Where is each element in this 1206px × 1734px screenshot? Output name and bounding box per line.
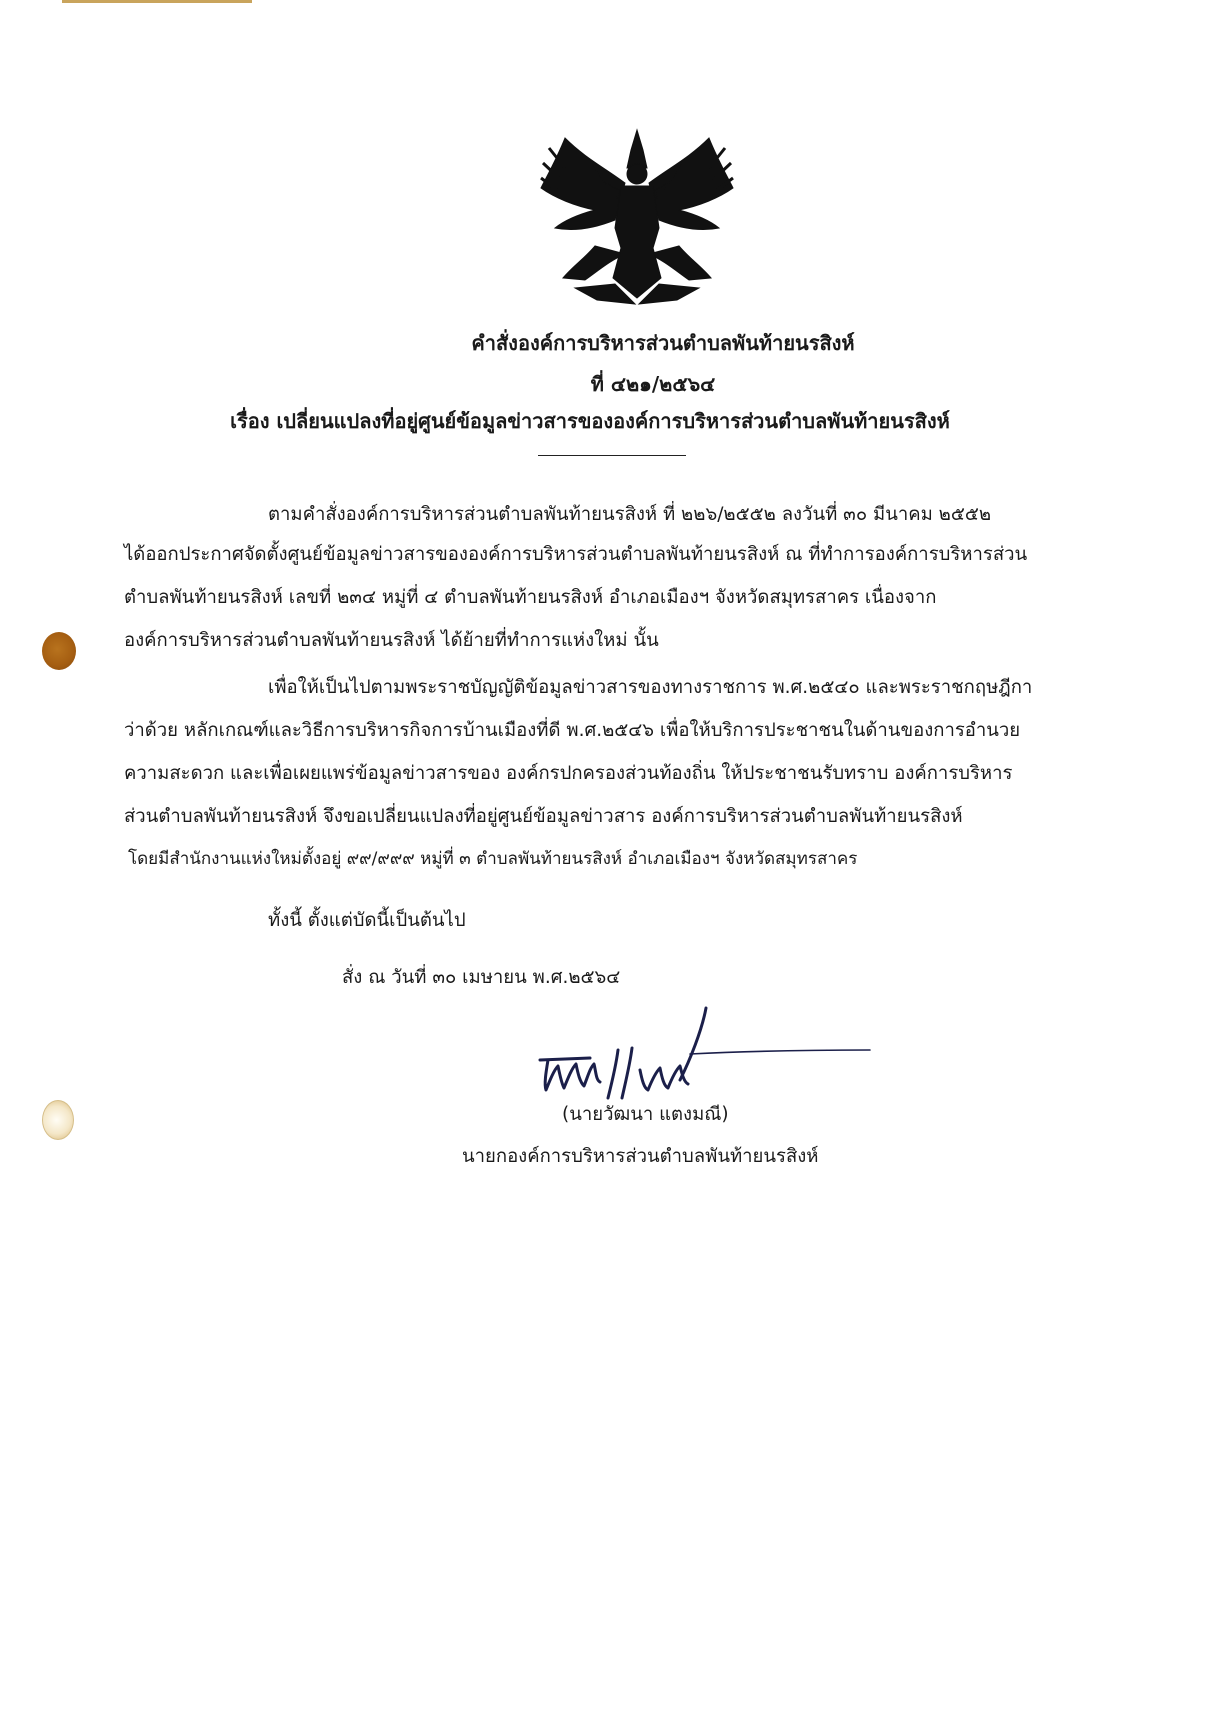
paragraph-1-line: ตามคำสั่งองค์การบริหารส่วนตำบลพันท้ายนรสิงห์ ที่ ๒๒๖/๒๕๕๒ ลงวันที่ ๓๐ มีนาคม ๒๕๕๒	[268, 504, 992, 525]
title-divider	[538, 455, 686, 456]
effective-statement: ทั้งนี้ ตั้งแต่บัดนี้เป็นต้นไป	[268, 910, 466, 931]
order-date: สั่ง ณ วันที่ ๓๐ เมษายน พ.ศ.๒๕๖๔	[342, 967, 621, 988]
paragraph-1-line: ได้ออกประกาศจัดตั้งศูนย์ข้อมูลข่าวสารขององค์การบริหารส่วนตำบลพันท้ายนรสิงห์ ณ ที่ทำการองค์การบริหารส่วน	[124, 544, 1028, 565]
paragraph-1-line: ตำบลพันท้ายนรสิงห์ เลขที่ ๒๓๔ หมู่ที่ ๔ ตำบลพันท้ายนรสิงห์ อำเภอเมืองฯ จังหวัดสมุทรสาคร เนื่องจาก	[124, 587, 937, 608]
order-title: คำสั่งองค์การบริหารส่วนตำบลพันท้ายนรสิงห์	[471, 331, 855, 355]
paragraph-2-line: ส่วนตำบลพันท้ายนรสิงห์ จึงขอเปลี่ยนแปลงที่อยู่ศูนย์ข้อมูลข่าวสาร องค์การบริหารส่วนตำบลพันท้ายนรสิงห์	[124, 806, 963, 827]
signatory-name: (นายวัฒนา แตงมณี)	[562, 1104, 729, 1125]
garuda-emblem	[535, 128, 740, 308]
signatory-position: นายกองค์การบริหารส่วนตำบลพันท้ายนรสิงห์	[462, 1146, 819, 1167]
paragraph-2-line: โดยมีสำนักงานแห่งใหม่ตั้งอยู่ ๙๙/๙๙๙ หมู่ที่ ๓ ตำบลพันท้ายนรสิงห์ อำเภอเมืองฯ จังหวัดสมุทรสาคร	[128, 849, 858, 869]
binder-hole	[42, 632, 76, 670]
paragraph-1-line: องค์การบริหารส่วนตำบลพันท้ายนรสิงห์ ได้ย้ายที่ทำการแห่งใหม่ นั้น	[124, 630, 659, 651]
order-subject: เรื่อง เปลี่ยนแปลงที่อยู่ศูนย์ข้อมูลข่าวสารขององค์การบริหารส่วนตำบลพันท้ายนรสิงห์	[230, 409, 950, 433]
paragraph-2-line: ความสะดวก และเพื่อเผยแพร่ข้อมูลข่าวสารของ องค์กรปกครองส่วนท้องถิ่น ให้ประชาชนรับทราบ องค์การบริหาร	[124, 763, 1013, 784]
order-number: ที่ ๔๒๑/๒๕๖๔	[590, 372, 716, 396]
binder-hole	[42, 1100, 74, 1140]
top-edge-mark	[62, 0, 252, 3]
paragraph-2-line: ว่าด้วย หลักเกณฑ์และวิธีการบริหารกิจการบ้านเมืองที่ดี พ.ศ.๒๕๔๖ เพื่อให้บริการประชาชนในด้านของการอำนวย	[124, 720, 1021, 741]
paragraph-2-line: เพื่อให้เป็นไปตามพระราชบัญญัติข้อมูลข่าวสารของทางราชการ พ.ศ.๒๕๔๐ และพระราชกฤษฎีกา	[268, 677, 1033, 698]
